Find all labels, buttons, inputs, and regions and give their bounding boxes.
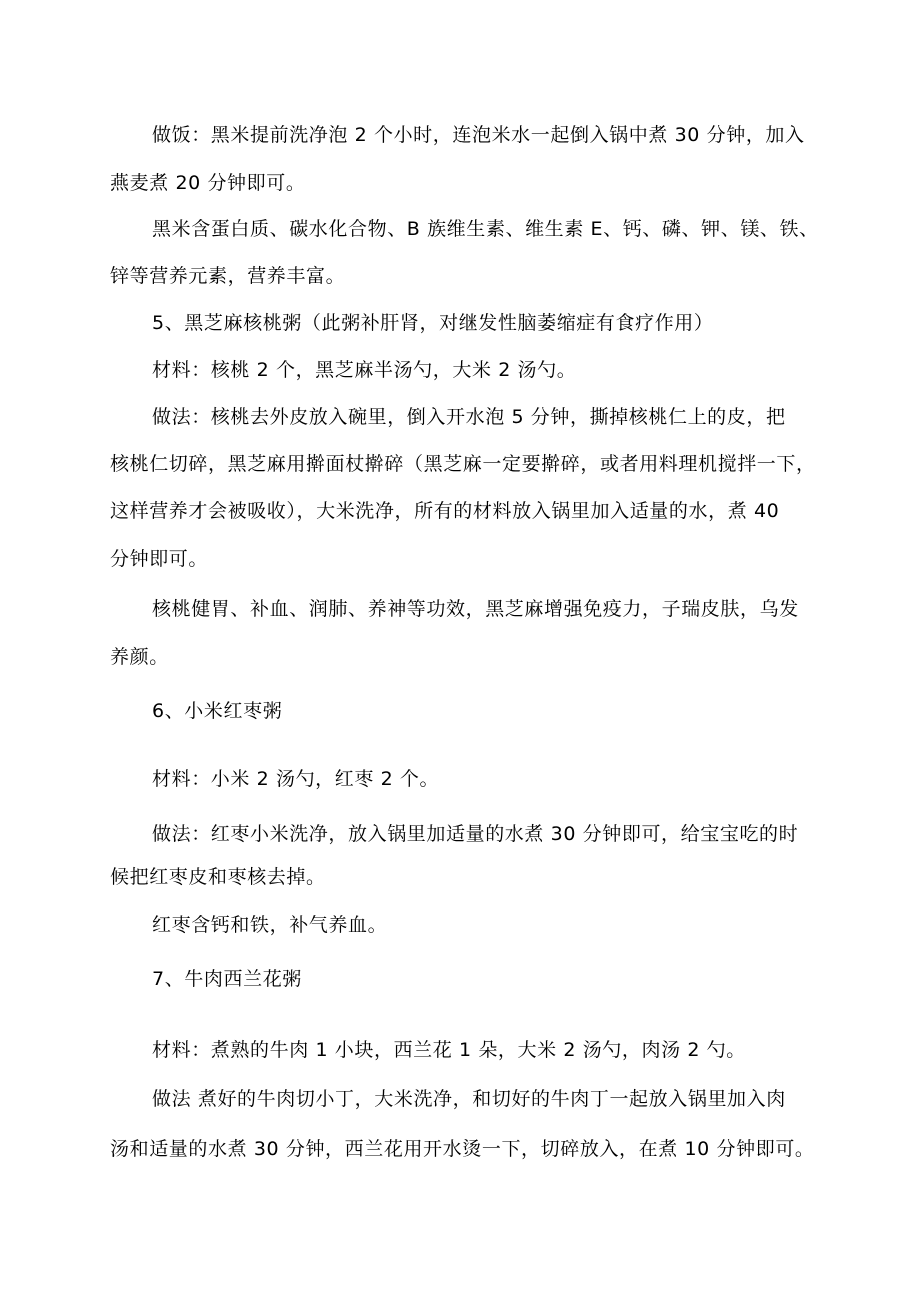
text-line: 黑米含蛋白质、碳水化合物、B 族维生素、维生素 E、钙、磷、钾、镁、铁、 (152, 218, 819, 240)
text-line: 锌等营养元素，营养丰富。 (110, 265, 346, 287)
text-line: 做法 煮好的牛肉切小丁，大米洗净，和切好的牛肉丁一起放入锅里加入肉 (152, 1088, 786, 1110)
text-line: 核桃健胃、补血、润肺、养神等功效，黑芝麻增强免疫力，子瑞皮肤，乌发 (152, 598, 799, 620)
text-line: 这样营养才会被吸收），大米洗净，所有的材料放入锅里加入适量的水，煮 40 (110, 500, 780, 522)
section-heading: 7、牛肉西兰花粥 (152, 968, 302, 990)
text-line: 红枣含钙和铁，补气养血。 (152, 914, 388, 936)
text-line: 材料：核桃 2 个，黑芝麻半汤勺，大米 2 汤勺。 (152, 359, 577, 381)
text-line: 分钟即可。 (110, 548, 209, 570)
text-line: 做法：红枣小米洗净，放入锅里加适量的水煮 30 分钟即可，给宝宝吃的时 (152, 823, 799, 845)
text-line: 做法：核桃去外皮放入碗里，倒入开水泡 5 分钟，撕掉核桃仁上的皮，把 (152, 406, 786, 428)
text-line: 核桃仁切碎，黑芝麻用擀面杖擀碎（黑芝麻一定要擀碎，或者用料理机搅拌一下， (110, 453, 816, 475)
section-heading: 5、黑芝麻核桃粥（此粥补肝肾，对继发性脑萎缩症有食疗作用） (152, 312, 714, 334)
text-line: 养颜。 (110, 646, 169, 668)
text-line: 候把红枣皮和枣核去掉。 (110, 866, 326, 888)
text-line: 汤和适量的水煮 30 分钟，西兰花用开水烫一下，切碎放入，在煮 10 分钟即可。 (110, 1138, 815, 1160)
text-line: 材料：煮熟的牛肉 1 小块，西兰花 1 朵，大米 2 汤勺，肉汤 2 勺。 (152, 1039, 746, 1061)
section-heading: 6、小米红枣粥 (152, 700, 283, 722)
text-line: 燕麦煮 20 分钟即可。 (110, 172, 306, 194)
text-line: 做饭：黑米提前洗净泡 2 个小时，连泡米水一起倒入锅中煮 30 分钟，加入 (152, 124, 805, 146)
text-line: 材料：小米 2 汤勺，红枣 2 个。 (152, 768, 440, 790)
